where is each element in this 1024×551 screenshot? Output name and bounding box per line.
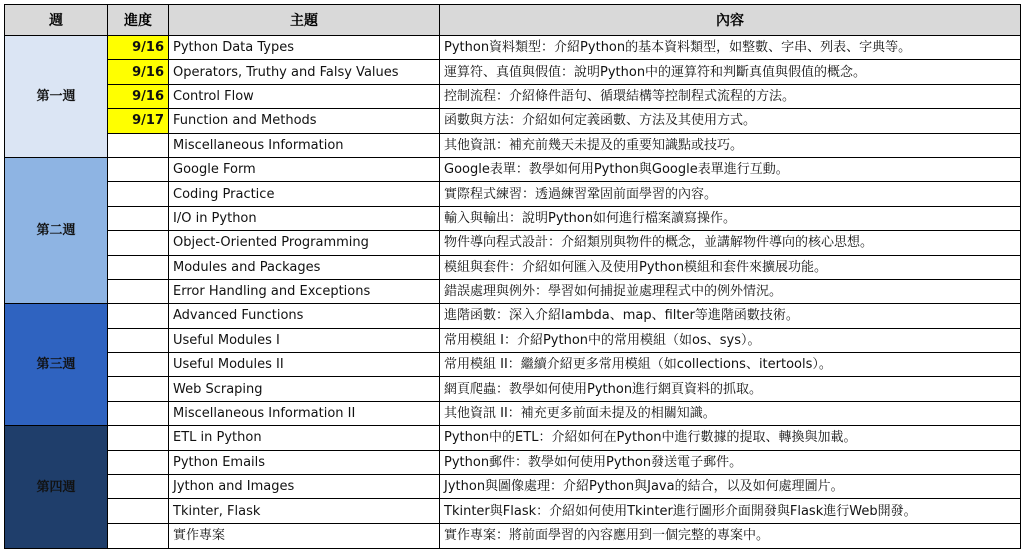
progress-cell: 9/16: [108, 84, 169, 108]
progress-cell: [108, 231, 169, 255]
topic-cell: Useful Modules II: [169, 353, 440, 377]
progress-cell: [108, 499, 169, 523]
content-cell: 函數與方法：介紹如何定義函數、方法及其使用方式。: [440, 109, 1021, 133]
topic-cell: Python Data Types: [169, 36, 440, 60]
topic-cell: Google Form: [169, 157, 440, 181]
content-cell: 錯誤處理與例外：學習如何捕捉並處理程式中的例外情況。: [440, 279, 1021, 303]
content-cell: Google表單：教學如何用Python與Google表單進行互動。: [440, 157, 1021, 181]
week-label: 第四週: [5, 426, 108, 549]
content-cell: 模組與套件：介紹如何匯入及使用Python模組和套件來擴展功能。: [440, 255, 1021, 279]
content-cell: 物件導向程式設計：介紹類別與物件的概念，並講解物件導向的核心思想。: [440, 231, 1021, 255]
week-label: 第二週: [5, 157, 108, 303]
topic-cell: Control Flow: [169, 84, 440, 108]
content-cell: 網頁爬蟲：教學如何使用Python進行網頁資料的抓取。: [440, 377, 1021, 401]
table-row: [5, 523, 1021, 548]
table-row: [5, 304, 1021, 328]
content-cell: 常用模組 I：介紹Python中的常用模組（如os、sys）。: [440, 328, 1021, 352]
progress-cell: [108, 377, 169, 401]
progress-cell: [108, 279, 169, 303]
table-row: [5, 182, 1021, 206]
table-row: [5, 206, 1021, 230]
content-cell: Jython與圖像處理：介紹Python與Java的結合，以及如何處理圖片。: [440, 475, 1021, 499]
table-row: [5, 328, 1021, 352]
topic-cell: 實作專案: [169, 523, 440, 548]
progress-cell: [108, 475, 169, 499]
table-row: [5, 133, 1021, 157]
topic-cell: Error Handling and Exceptions: [169, 279, 440, 303]
topic-cell: ETL in Python: [169, 426, 440, 450]
progress-cell: [108, 450, 169, 474]
progress-cell: [108, 304, 169, 328]
content-cell: 實作專案：將前面學習的內容應用到一個完整的專案中。: [440, 523, 1021, 548]
progress-cell: [108, 426, 169, 450]
topic-cell: Jython and Images: [169, 475, 440, 499]
table-row: [5, 279, 1021, 303]
content-cell: 常用模組 II：繼續介紹更多常用模組（如collections、itertools）。: [440, 353, 1021, 377]
topic-cell: Advanced Functions: [169, 304, 440, 328]
progress-cell: [108, 182, 169, 206]
table-row: [5, 157, 1021, 181]
progress-cell: [108, 133, 169, 157]
topic-cell: Web Scraping: [169, 377, 440, 401]
schedule-table: [4, 4, 1021, 549]
content-cell: 實際程式練習：透過練習鞏固前面學習的內容。: [440, 182, 1021, 206]
table-row: [5, 36, 1021, 60]
progress-cell: [108, 255, 169, 279]
header-content: 內容: [440, 5, 1021, 36]
table-row: [5, 109, 1021, 133]
progress-cell: 9/17: [108, 109, 169, 133]
progress-cell: [108, 353, 169, 377]
topic-cell: Miscellaneous Information II: [169, 401, 440, 425]
table-row: [5, 426, 1021, 450]
content-cell: 進階函數：深入介紹lambda、map、filter等進階函數技術。: [440, 304, 1021, 328]
table-row: [5, 60, 1021, 84]
progress-cell: [108, 206, 169, 230]
progress-cell: [108, 328, 169, 352]
progress-cell: [108, 401, 169, 425]
table-row: [5, 450, 1021, 474]
progress-cell: 9/16: [108, 60, 169, 84]
content-cell: 輸入與輸出：說明Python如何進行檔案讀寫操作。: [440, 206, 1021, 230]
content-cell: 運算符、真值與假值：說明Python中的運算符和判斷真值與假值的概念。: [440, 60, 1021, 84]
content-cell: Tkinter與Flask：介紹如何使用Tkinter進行圖形介面開發與Flask進行Web開發。: [440, 499, 1021, 523]
progress-cell: [108, 523, 169, 548]
content-cell: Python中的ETL：介紹如何在Python中進行數據的提取、轉換與加載。: [440, 426, 1021, 450]
table-row: [5, 377, 1021, 401]
table-row: [5, 231, 1021, 255]
schedule-body: [5, 36, 1021, 549]
table-row: [5, 255, 1021, 279]
table-row: [5, 499, 1021, 523]
topic-cell: Useful Modules I: [169, 328, 440, 352]
content-cell: 其他資訊：補充前幾天未提及的重要知識點或技巧。: [440, 133, 1021, 157]
week-label: 第一週: [5, 36, 108, 158]
table-row: [5, 84, 1021, 108]
topic-cell: Miscellaneous Information: [169, 133, 440, 157]
table-row: [5, 475, 1021, 499]
topic-cell: Coding Practice: [169, 182, 440, 206]
topic-cell: Tkinter, Flask: [169, 499, 440, 523]
header-progress: 進度: [108, 5, 169, 36]
content-cell: 其他資訊 II：補充更多前面未提及的相關知識。: [440, 401, 1021, 425]
table-row: [5, 353, 1021, 377]
topic-cell: Function and Methods: [169, 109, 440, 133]
week-label: 第三週: [5, 304, 108, 426]
topic-cell: I/O in Python: [169, 206, 440, 230]
topic-cell: Modules and Packages: [169, 255, 440, 279]
progress-cell: [108, 157, 169, 181]
topic-cell: Python Emails: [169, 450, 440, 474]
content-cell: 控制流程：介紹條件語句、循環結構等控制程式流程的方法。: [440, 84, 1021, 108]
topic-cell: Object-Oriented Programming: [169, 231, 440, 255]
header-row: [5, 5, 1021, 36]
table-row: [5, 401, 1021, 425]
header-topic: 主題: [169, 5, 440, 36]
header-week: 週: [5, 5, 108, 36]
content-cell: Python郵件：教學如何使用Python發送電子郵件。: [440, 450, 1021, 474]
content-cell: Python資料類型：介紹Python的基本資料類型，如整數、字串、列表、字典等。: [440, 36, 1021, 60]
topic-cell: Operators, Truthy and Falsy Values: [169, 60, 440, 84]
progress-cell: 9/16: [108, 36, 169, 60]
